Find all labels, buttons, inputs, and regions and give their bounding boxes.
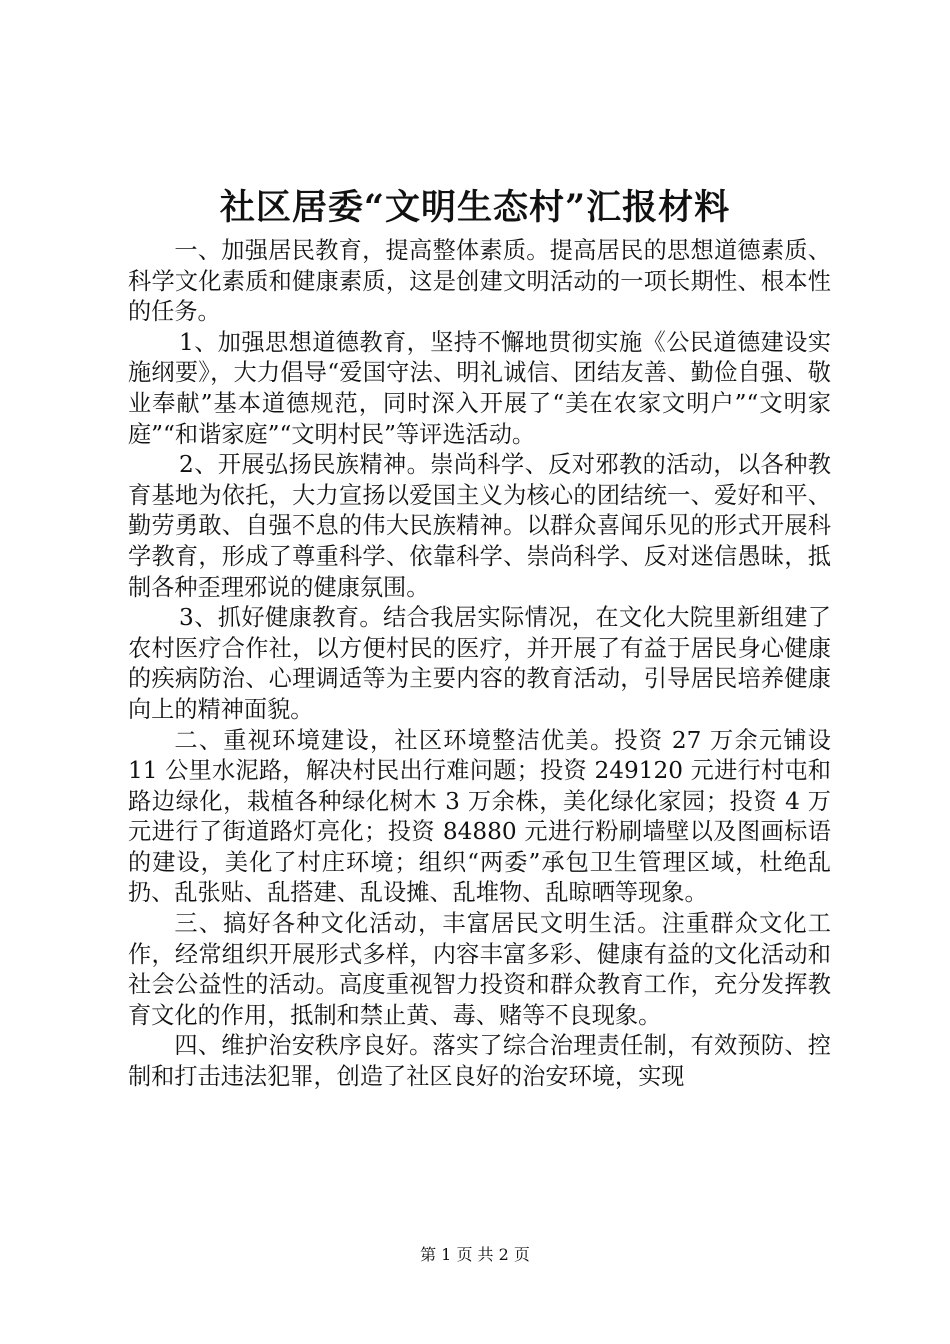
paragraph-section-4: 四、维护治安秩序良好。落实了综合治理责任制，有效预防、控制和打击违法犯罪，创造了社区良好的治安环境，实现 [128, 1032, 831, 1091]
paragraph-item-2: 2、开展弘扬民族精神。崇尚科学、反对邪教的活动，以各种教育基地为依托，大力宣扬以爱国主义为核心的团结统一、爱好和平、勤劳勇敢、自强不息的伟大民族精神。以群众喜闻乐见的形式开展科学教育，形成了尊重科学、依靠科学、崇尚科学、反对迷信愚昧，抵制各种歪理邪说的健康氛围。 [128, 451, 831, 601]
paragraph-section-3: 三、搞好各种文化活动，丰富居民文明生活。注重群众文化工作，经常组织开展形式多样，内容丰富多彩、健康有益的文化活动和社会公益性的活动。高度重视智力投资和群众教育工作，充分发挥教育文化的作用，抵制和禁止黄、毒、赌等不良现象。 [128, 910, 831, 1029]
paragraph-item-1: 1、加强思想道德教育，坚持不懈地贯彻实施《公民道德建设实施纲要》，大力倡导“爱国守法、明礼诚信、团结友善、勤俭自强、敬业奉献”基本道德规范，同时深入开展了“美在农家文明户”“文明家庭”“和谐家庭”“文明村民”等评选活动。 [128, 328, 831, 448]
document-body [128, 236, 831, 1093]
paragraph-item-3: 3、抓好健康教育。结合我居实际情况，在文化大院里新组建了农村医疗合作社，以方便村民的医疗，并开展了有益于居民身心健康的疾病防治、心理调适等为主要内容的教育活动，引导居民培养健康向上的精神面貌。 [128, 604, 831, 723]
document-title: 社区居委“文明生态村”汇报材料 [219, 187, 731, 228]
page-number-footer: 第 1 页 共 2 页 [420, 1245, 530, 1264]
paragraph-section-2: 二、重视环境建设，社区环境整洁优美。投资 27 万余元铺设 11 公里水泥路，解决村民出行难问题；投资 249120 元进行村屯和路边绿化，栽植各种绿化树木 3 万余株，美化绿化家园；投资 4 万元进行了街道路灯亮化；投资 84880 元进行粉刷墙壁以及图画标语的建设，美化了村庄环境；组织“两委”承包卫生管理区域，杜绝乱扔、乱张贴、乱搭建、乱设摊、乱堆物、乱晾晒等现象。 [128, 726, 831, 907]
paragraph-section-1: 一、加强居民教育，提高整体素质。提高居民的思想道德素质、科学文化素质和健康素质，这是创建文明活动的一项长期性、根本性的任务。 [128, 237, 831, 326]
